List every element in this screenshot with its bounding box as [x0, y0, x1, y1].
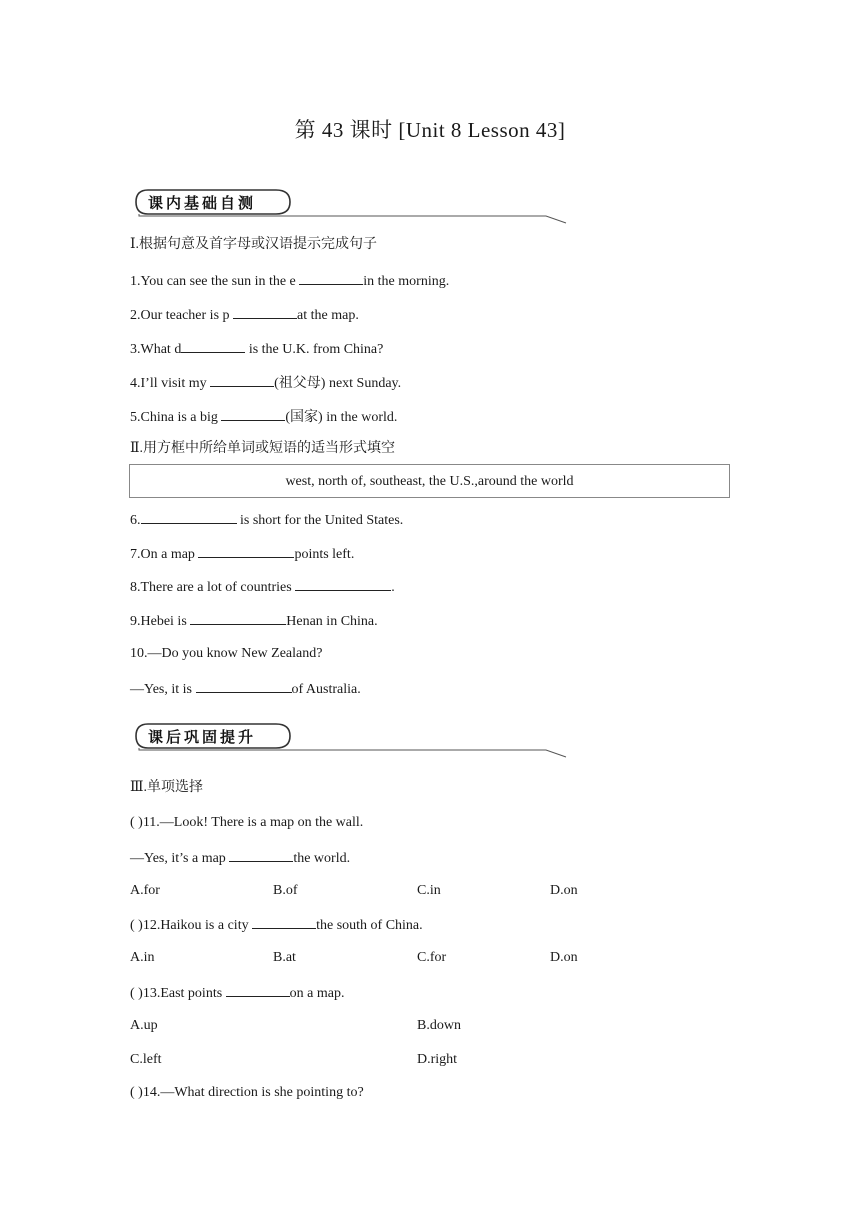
question-11b: —Yes, it’s a map the world.: [130, 848, 350, 868]
option-a[interactable]: A.up: [130, 1018, 158, 1033]
question-13: ( )13.East points on a map.: [130, 983, 344, 1003]
option-b[interactable]: B.at: [273, 950, 296, 965]
answer-blank[interactable]: [141, 510, 237, 524]
question-3: 3.What d is the U.K. from China?: [130, 339, 383, 359]
section-banner-consolidation: [134, 722, 568, 762]
answer-blank[interactable]: [181, 339, 245, 353]
banner-label: 课内基础自测: [148, 194, 257, 212]
answer-blank[interactable]: [198, 544, 294, 558]
answer-blank[interactable]: [221, 407, 285, 421]
question-8: 8.There are a lot of countries .: [130, 577, 395, 597]
answer-blank[interactable]: [295, 577, 391, 591]
option-b[interactable]: B.down: [417, 1018, 461, 1033]
answer-blank[interactable]: [210, 373, 274, 387]
option-d[interactable]: D.on: [550, 883, 578, 898]
banner-label: 课后巩固提升: [148, 728, 257, 746]
part3-heading: Ⅲ.单项选择: [130, 780, 204, 795]
question-12: ( )12.Haikou is a city the south of China.: [130, 915, 423, 935]
question-10b: —Yes, it is of Australia.: [130, 679, 361, 699]
question-5: 5.China is a big (国家) in the world.: [130, 407, 397, 427]
option-a[interactable]: A.for: [130, 883, 160, 898]
answer-blank[interactable]: [252, 915, 316, 929]
question-1: 1.You can see the sun in the e in the morning.: [130, 271, 449, 291]
option-a[interactable]: A.in: [130, 950, 155, 965]
question-10a: 10.—Do you know New Zealand?: [130, 646, 323, 661]
question-6: 6. is short for the United States.: [130, 510, 403, 530]
question-11a: ( )11.—Look! There is a map on the wall.: [130, 815, 364, 830]
option-c[interactable]: C.left: [130, 1052, 162, 1067]
question-4: 4.I’ll visit my (祖父母) next Sunday.: [130, 373, 401, 393]
question-9: 9.Hebei is Henan in China.: [130, 611, 378, 631]
section-banner-basic: [134, 188, 568, 228]
question-7: 7.On a map points left.: [130, 544, 354, 564]
question-2: 2.Our teacher is p at the map.: [130, 305, 359, 325]
answer-blank[interactable]: [196, 679, 292, 693]
answer-blank[interactable]: [299, 271, 363, 285]
option-c[interactable]: C.in: [417, 883, 441, 898]
answer-blank[interactable]: [229, 848, 293, 862]
question-14: ( )14.—What direction is she pointing to?: [130, 1085, 364, 1100]
answer-blank[interactable]: [233, 305, 297, 319]
part2-heading: Ⅱ.用方框中所给单词或短语的适当形式填空: [130, 441, 396, 456]
part1-heading: Ⅰ.根据句意及首字母或汉语提示完成句子: [130, 237, 378, 252]
option-d[interactable]: D.right: [417, 1052, 458, 1067]
answer-blank[interactable]: [226, 983, 290, 997]
option-c[interactable]: C.for: [417, 950, 447, 965]
page-title: 第 43 课时 [Unit 8 Lesson 43]: [294, 118, 566, 142]
option-b[interactable]: B.of: [273, 883, 298, 898]
answer-blank[interactable]: [190, 611, 286, 625]
option-d[interactable]: D.on: [550, 950, 578, 965]
word-box: west, north of, southeast, the U.S.,around the world: [129, 464, 730, 498]
